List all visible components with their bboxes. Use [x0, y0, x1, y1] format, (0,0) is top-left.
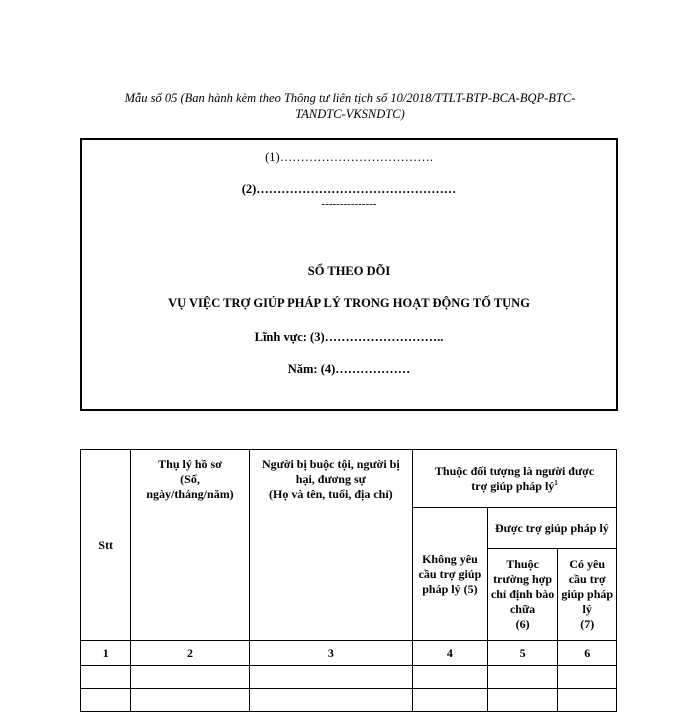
header-nguoi-line3: (Họ và tên, tuổi, địa chỉ): [268, 487, 393, 501]
table-cell: [413, 689, 488, 712]
column-number-row: [81, 641, 617, 666]
table-cell: [487, 689, 558, 712]
table-cell: [249, 689, 413, 712]
table-cell: [131, 666, 249, 689]
table-cell: [81, 666, 131, 689]
ledger-table: [80, 449, 617, 712]
cover-separator: ---------------: [321, 198, 377, 210]
table-header-row-1: [81, 450, 617, 508]
column-number: 3: [249, 641, 413, 666]
header-nguoi-bi-buoc-toi: [249, 450, 413, 641]
header-thu-ly-line3: ngày/tháng/năm): [146, 487, 234, 501]
header-thuoc-truong-hop-text: Thuộc trường hợp chỉ định bào chữa: [490, 557, 555, 616]
header-col7-ref: (7): [580, 617, 595, 631]
form-header-note: [80, 90, 620, 122]
table-cell: [413, 666, 488, 689]
header-group-line2: [414, 479, 615, 494]
cover-title-line1: SỔ THEO DÕI: [307, 264, 391, 278]
cover-field-area: Lĩnh vực: (3)………………………..: [254, 330, 444, 344]
table-row: [81, 689, 617, 712]
header-khong-yeu-cau: Không yêu cầu trợ giúp pháp lý (5): [413, 508, 488, 641]
header-thu-ly-line2: (Số,: [180, 472, 200, 486]
footnote-marker: 1: [554, 478, 558, 487]
column-number: 5: [487, 641, 558, 666]
header-nguoi-line1: Người bị buộc tội, người bị: [261, 457, 400, 471]
column-number: 2: [131, 641, 249, 666]
table-cell: [487, 666, 558, 689]
column-number: 1: [81, 641, 131, 666]
header-group-line1: Thuộc đối tượng là người được: [434, 463, 595, 478]
table-row: [81, 666, 617, 689]
table-cell: [131, 689, 249, 712]
form-header-note-line2: TANDTC-VKSNDTC): [295, 107, 405, 121]
cover-title-line2: VỤ VIỆC TRỢ GIÚP PHÁP LÝ TRONG HOẠT ĐỘNG TỐ TỤNG: [168, 296, 530, 310]
header-duoc-tro-giup: Được trợ giúp pháp lý: [487, 508, 616, 549]
header-stt: Stt: [81, 450, 131, 641]
header-thu-ly-line1: Thụ lý hồ sơ: [158, 457, 222, 471]
cover-box: [80, 138, 618, 411]
column-number: 4: [413, 641, 488, 666]
header-thu-ly-ho-so: [131, 450, 249, 641]
header-co-yeu-cau: [558, 549, 617, 641]
header-col6-ref: (6): [515, 617, 530, 631]
header-nguoi-line2: hại, đương sự: [295, 472, 366, 486]
header-thuoc-truong-hop: [487, 549, 558, 641]
header-group-line2-text: trợ giúp pháp lý: [471, 478, 555, 493]
cover-field-year: Năm: (4)………………: [287, 362, 411, 376]
cover-field-2: (2)…………………………………………: [241, 182, 457, 196]
table-cell: [81, 689, 131, 712]
form-header-note-line1: Mẫu số 05 (Ban hành kèm theo Thông tư liên tịch số 10/2018/TTLT-BTP-BCA-BQP-BTC-: [124, 91, 576, 105]
table-cell: [558, 666, 617, 689]
table-cell: [558, 689, 617, 712]
cover-field-1: (1)……………………………….: [265, 150, 433, 164]
header-thuoc-doi-tuong: [413, 450, 617, 508]
column-number: 6: [558, 641, 617, 666]
header-co-yeu-cau-text: Có yêu cầu trợ giúp pháp lý: [561, 557, 614, 616]
table-cell: [249, 666, 413, 689]
